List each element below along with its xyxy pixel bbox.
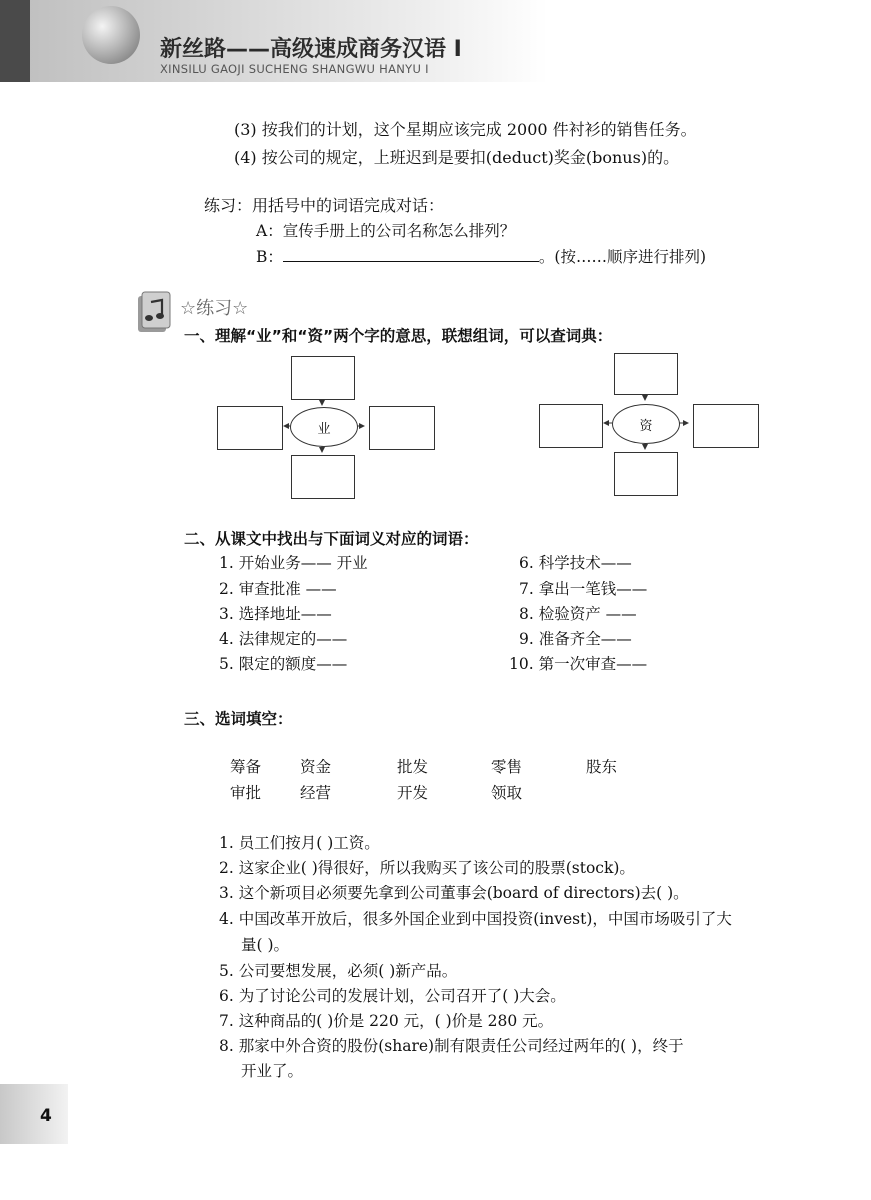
match-item-9: 9. 准备齐全——	[519, 630, 632, 648]
exercise-title: ☆练习☆	[180, 298, 249, 319]
fill-sentence-3: 3. 这个新项目必须要先拿到公司董事会(board of directors)去( )。	[219, 884, 689, 902]
yu-word-box-top[interactable]	[291, 356, 355, 400]
zi-word-box-left[interactable]	[539, 404, 603, 448]
yu-center-oval	[290, 407, 358, 447]
zi-center-oval	[612, 404, 680, 444]
match-item-8: 8. 检验资产 ——	[519, 605, 637, 623]
word-bank-word: 资金	[300, 758, 332, 776]
zi-word-box-bottom[interactable]	[614, 452, 678, 496]
fill-sentence-8-cont: 开业了。	[241, 1062, 304, 1080]
example-line-4: (4) 按公司的规定，上班迟到是要扣(deduct)奖金(bonus)的。	[234, 148, 680, 167]
fill-sentence-2: 2. 这家企业( )得很好，所以我购买了该公司的股票(stock)。	[219, 859, 635, 877]
word-bank-word: 筹备	[230, 758, 262, 776]
book-subtitle: XINSILU GAOJI SUCHENG SHANGWU HANYU I	[160, 62, 429, 76]
yu-word-box-right[interactable]	[369, 406, 435, 450]
practice-label: 练习：用括号中的词语完成对话：	[204, 196, 445, 215]
zi-word-box-top[interactable]	[614, 353, 678, 395]
fill-sentence-4-cont: 量( )。	[241, 936, 290, 954]
match-item-6: 6. 科学技术——	[519, 554, 632, 572]
yu-center-label: 业	[317, 421, 331, 437]
word-bank-word: 股东	[586, 758, 618, 776]
word-bank-word: 审批	[230, 784, 262, 802]
fill-sentence-4: 4. 中国改革开放后，很多外国企业到中国投资(invest)，中国市场吸引了大	[219, 910, 732, 928]
dialog-line-a: A：宣传手册上的公司名称怎么排列？	[256, 222, 516, 240]
section-1-title: 一、理解“业”和“资”两个字的意思，联想组词，可以查词典：	[184, 327, 613, 345]
book-title: 新丝路——高级速成商务汉语 I	[160, 37, 462, 62]
match-item-4: 4. 法律规定的——	[219, 630, 348, 648]
dialog-line-b-prefix: B：	[256, 248, 283, 266]
yu-word-box-left[interactable]	[217, 406, 283, 450]
fill-sentence-8: 8. 那家中外合资的股份(share)制有限责任公司经过两年的( )，终于	[219, 1037, 684, 1055]
diagram-arrows	[0, 0, 871, 560]
zi-word-box-right[interactable]	[693, 404, 759, 448]
match-item-10: 10. 第一次审查——	[509, 655, 648, 673]
zi-center-label: 资	[639, 418, 653, 434]
word-bank-word: 领取	[491, 784, 523, 802]
match-item-5: 5. 限定的额度——	[219, 655, 348, 673]
section-3-title: 三、选词填空：	[184, 710, 293, 728]
fill-sentence-7: 7. 这种商品的( )价是 220 元，( )价是 280 元。	[219, 1012, 554, 1030]
fill-sentence-6: 6. 为了讨论公司的发展计划，公司召开了( )大会。	[219, 987, 566, 1005]
page-number: 4	[40, 1106, 52, 1126]
page-number-tab	[0, 1084, 68, 1144]
match-item-3: 3. 选择地址——	[219, 605, 332, 623]
fill-sentence-5: 5. 公司要想发展，必须( )新产品。	[219, 962, 458, 980]
word-bank-word: 零售	[491, 758, 523, 776]
section-2-title: 二、从课文中找出与下面词义对应的词语：	[184, 530, 479, 548]
word-bank-word: 经营	[300, 784, 332, 802]
match-item-7: 7. 拿出一笔钱——	[519, 580, 648, 598]
fill-sentence-1: 1. 员工们按月( )工资。	[219, 834, 380, 852]
dialog-line-b-hint: 。(按……顺序进行排列)	[538, 248, 706, 266]
match-item-1: 1. 开始业务—— 开业	[219, 554, 368, 572]
word-bank-word: 批发	[397, 758, 429, 776]
word-bank-word: 开发	[397, 784, 429, 802]
example-line-3: (3) 按我们的计划，这个星期应该完成 2000 件衬衫的销售任务。	[234, 120, 697, 139]
yu-word-box-bottom[interactable]	[291, 455, 355, 499]
match-item-2: 2. 审查批准 ——	[219, 580, 337, 598]
